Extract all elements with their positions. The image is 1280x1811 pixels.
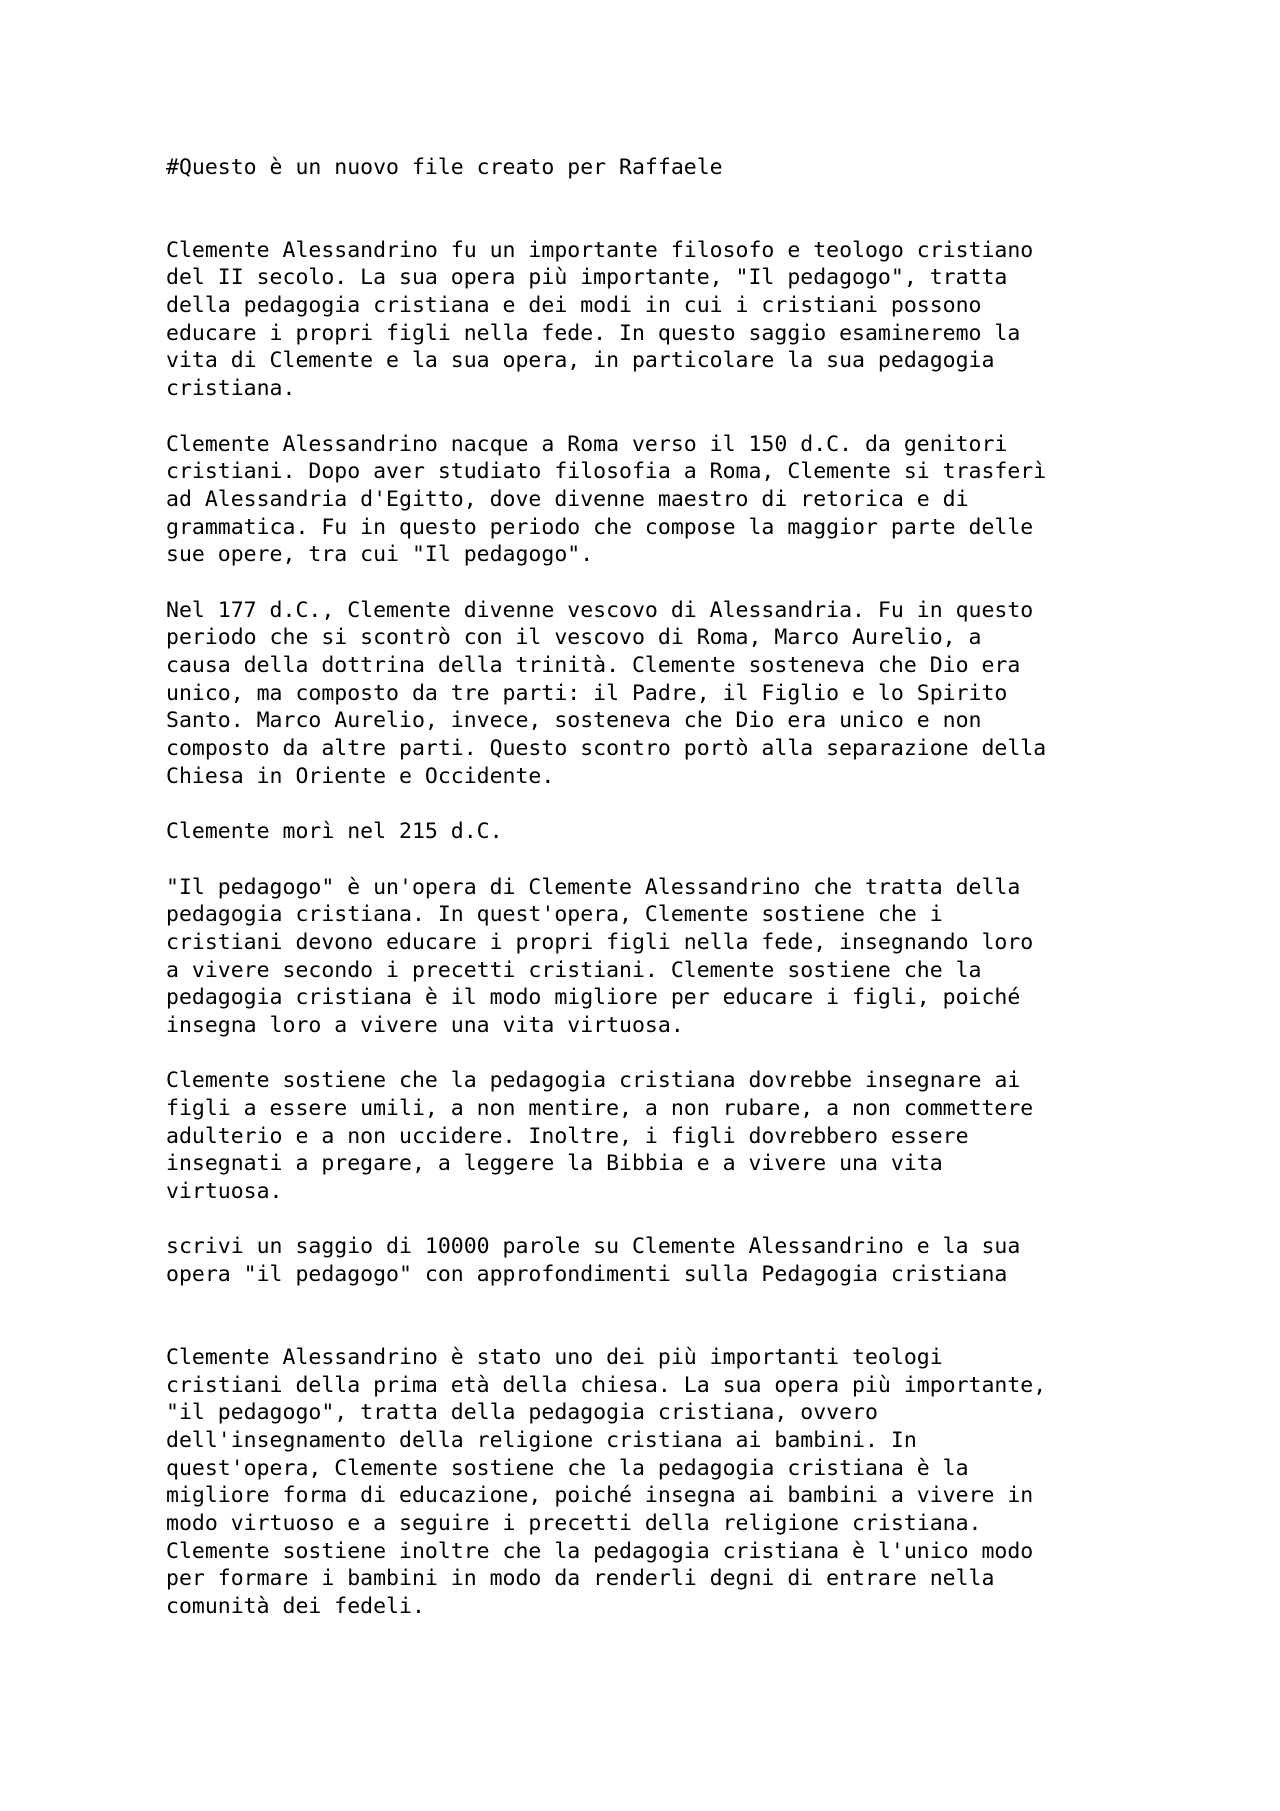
text-line: Santo. Marco Aurelio, invece, sosteneva che Dio era unico e non [166, 708, 982, 734]
text-line: comunità dei fedeli. [166, 1594, 425, 1619]
text-line: Clemente morì nel 215 d.C. [166, 819, 503, 845]
text-line: composto da altre parti. Questo scontro portò alla separazione della [166, 736, 1047, 762]
paragraph [166, 1233, 1166, 1288]
text-line: per formare i bambini in modo da renderli degni di entrare nella [166, 1566, 995, 1592]
text-line: "il pedagogo", tratta della pedagogia cristiana, ovvero [166, 1400, 878, 1426]
text-line: della pedagogia cristiana e dei modi in cui i cristiani possono [166, 293, 982, 319]
text-line: unico, ma composto da tre parti: il Padre, il Figlio e lo Spirito [166, 680, 1008, 706]
text-line: migliore forma di educazione, poiché insegna ai bambini a vivere in [166, 1483, 1034, 1509]
text-line: Nel 177 d.C., Clemente divenne vescovo di Alessandria. Fu in questo [166, 597, 1034, 623]
text-line: periodo che si scontrò con il vescovo di Roma, Marco Aurelio, a [166, 625, 982, 651]
paragraph [166, 597, 1166, 791]
text-line: cristiani della prima età della chiesa. La sua opera più importante, [166, 1372, 1047, 1398]
text-line: insegnati a pregare, a leggere la Bibbia e a vivere una vita [166, 1151, 943, 1177]
text-line: educare i propri figli nella fede. In questo saggio esamineremo la [166, 320, 1021, 346]
text-line: dell'insegnamento della religione cristiana ai bambini. In [166, 1427, 917, 1453]
paragraph [166, 1067, 1166, 1205]
text-line: figli a essere umili, a non mentire, a non rubare, a non commettere [166, 1096, 1034, 1121]
text-line: modo virtuoso e a seguire i precetti della religione cristiana. [166, 1510, 982, 1536]
text-line: Clemente Alessandrino è stato uno dei più importanti teologi [166, 1344, 943, 1370]
text-line: Chiesa in Oriente e Occidente. [166, 763, 555, 789]
paragraph-list [166, 237, 1166, 1621]
text-line: scrivi un saggio di 10000 parole su Clemente Alessandrino e la sua [166, 1234, 1021, 1260]
text-line: sue opere, tra cui "Il pedagogo". [166, 542, 594, 568]
text-line: vita di Clemente e la sua opera, in particolare la sua pedagogia [166, 348, 995, 374]
text-line: Clemente sostiene che la pedagogia cristiana dovrebbe insegnare ai [166, 1068, 1021, 1094]
text-line: cristiani devono educare i propri figli nella fede, insegnando loro [166, 929, 1034, 955]
text-line: pedagogia cristiana. In quest'opera, Clemente sostiene che i [166, 902, 943, 928]
text-line: adulterio e a non uccidere. Inoltre, i figli dovrebbero essere [166, 1123, 969, 1149]
text-line: causa della dottrina della trinità. Clemente sosteneva che Dio era [166, 653, 1021, 678]
paragraph [166, 1344, 1166, 1621]
paragraph [166, 874, 1166, 1040]
text-line: cristiani. Dopo aver studiato filosofia a Roma, Clemente si trasferì [166, 459, 1047, 485]
text-line: cristiana. [166, 376, 296, 402]
document-body [166, 154, 1166, 1648]
text-line: del II secolo. La sua opera più importante, "Il pedagogo", tratta [166, 265, 1008, 291]
document-heading: #Questo è un nuovo file creato per Raffaele [166, 155, 723, 180]
paragraph [166, 237, 1166, 403]
text-line: Clemente sostiene inoltre che la pedagogia cristiana è l'unico modo [166, 1538, 1034, 1564]
text-line: opera "il pedagogo" con approfondimenti sulla Pedagogia cristiana [166, 1262, 1008, 1288]
text-line: ad Alessandria d'Egitto, dove divenne maestro di retorica e di [166, 486, 969, 512]
text-line: "Il pedagogo" è un'opera di Clemente Alessandrino che tratta della [166, 874, 1021, 900]
paragraph [166, 431, 1166, 569]
paragraph [166, 818, 1166, 846]
text-line: Clemente Alessandrino nacque a Roma verso il 150 d.C. da genitori [166, 431, 1008, 457]
text-line: Clemente Alessandrino fu un importante filosofo e teologo cristiano [166, 237, 1034, 263]
text-line: insegna loro a vivere una vita virtuosa. [166, 1012, 684, 1038]
text-line: virtuosa. [166, 1179, 283, 1205]
text-line: a vivere secondo i precetti cristiani. Clemente sostiene che la [166, 957, 982, 983]
text-line: quest'opera, Clemente sostiene che la pedagogia cristiana è la [166, 1455, 969, 1481]
text-line: grammatica. Fu in questo periodo che compose la maggior parte delle [166, 514, 1034, 540]
text-line: pedagogia cristiana è il modo migliore per educare i figli, poiché [166, 985, 1021, 1011]
